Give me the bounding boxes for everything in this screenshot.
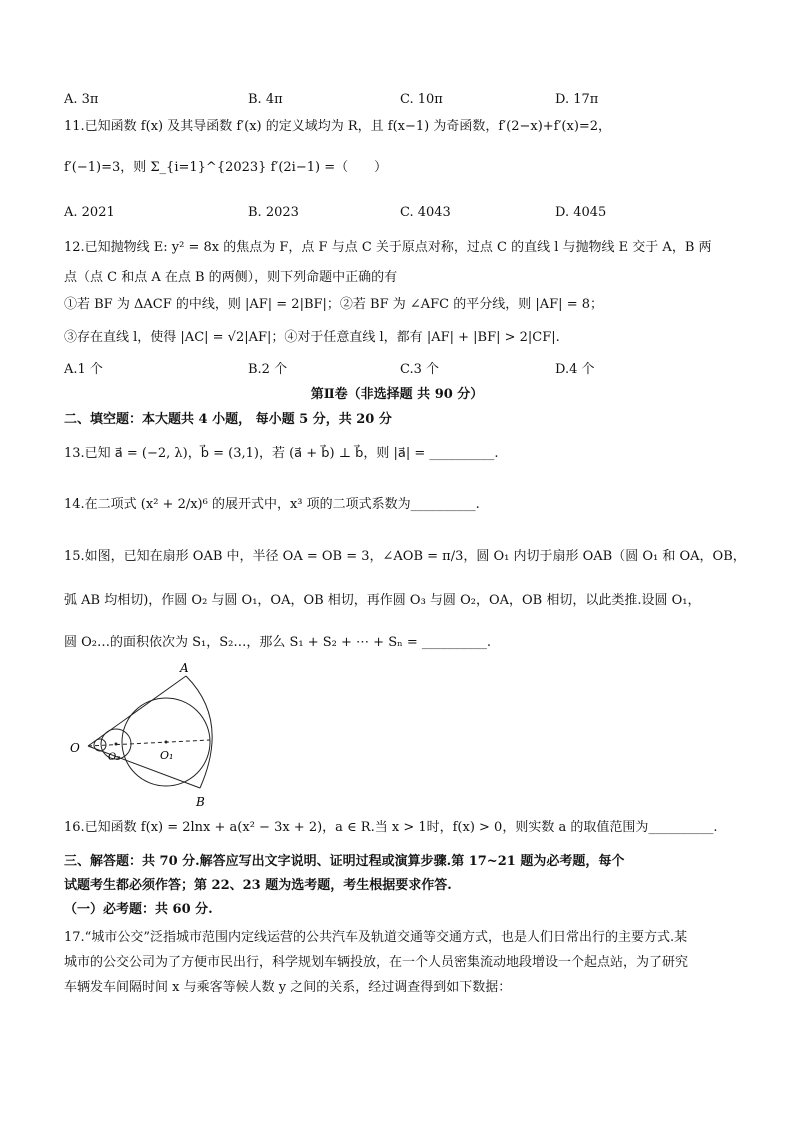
radius-ob (88, 746, 200, 788)
q10-option-d: D. 17π (555, 92, 599, 107)
q10-option-a: A. 3π (64, 92, 99, 107)
q12-option-a: A.1 个 (64, 362, 103, 377)
radius-oa (88, 676, 186, 746)
q12-option-d: D.4 个 (555, 362, 595, 377)
q12-option-c: C.3 个 (400, 362, 440, 377)
q10-option-b: B. 4π (248, 92, 283, 107)
q12-line3: ①若 BF 为 ΔACF 的中线，则 |AF| = 2|BF|；②若 BF 为 ∠AFC 的平分线，则 |AF| = 8； (64, 297, 603, 312)
label-a: A (180, 661, 189, 675)
q17-line3: 车辆发车间隔时间 x 与乘客等候人数 y 之间的关系，经过调查得到如下数据： (64, 980, 512, 995)
q14: 14.在二项式 (x² + 2/x)⁶ 的展开式中，x³ 项的二项式系数为__________. (64, 497, 480, 512)
fill-in-header: 二、填空题：本大题共 4 小题， 每小题 5 分，共 20 分 (64, 412, 392, 427)
q17-line2: 城市的公交公司为了方便市民出行，科学规划车辆投放，在一个人员密集流动地段增设一个起点站，为了研究 (64, 955, 689, 970)
q11-option-b: B. 2023 (248, 205, 299, 220)
q17-line1: 17.“城市公交”泛指城市范围内定线运营的公共汽车及轨道交通等交通方式，也是人们日常出行的主要方式.某 (64, 930, 688, 945)
q13: 13.已知 a⃗ = (−2, λ)，b⃗ = (3,1)，若 (a⃗ + b⃗) ⊥ b⃗，则 |a⃗| = __________. (64, 446, 499, 461)
q11-option-c: C. 4043 (400, 205, 451, 220)
q12-line2: 点（点 C 和点 A 在点 B 的两侧），则下列命题中正确的有 (64, 270, 398, 285)
solve-header-line1: 三、解答题：共 70 分.解答应写出文字说明、证明过程或演算步骤.第 17~21 题为必考题，每个 (64, 854, 625, 869)
q12-line4: ③存在直线 l，使得 |AC| = √2|AF|；④对于任意直线 l，都有 |AF| + |BF| > 2|CF|. (64, 330, 560, 345)
label-o1: O₁ (160, 749, 174, 762)
section2-title: 第Ⅱ卷（非选择题 共 90 分） (310, 387, 484, 402)
q10-option-c: C. 10π (400, 92, 443, 107)
q11-line2: f′(−1)=3，则 Σ_{i=1}^{2023} f′(2i−1) =（ ） (64, 160, 388, 175)
sector-figure (64, 660, 254, 810)
center-o2 (115, 743, 118, 746)
required-header: （一）必考题：共 60 分. (64, 902, 213, 917)
q12-line1: 12.已知抛物线 E: y² = 8x 的焦点为 F，点 F 与点 C 关于原点对称，过点 C 的直线 l 与抛物线 E 交于 A，B 两 (64, 240, 712, 255)
q12-option-b: B.2 个 (248, 362, 288, 377)
q15-line2: 弧 AB 均相切)，作圆 O₂ 与圆 O₁，OA，OB 相切，再作圆 O₃ 与圆 O₂，OA，OB 相切，以此类推.设圆 O₁， (64, 593, 701, 608)
solve-header-line2: 试题考生都必须作答；第 22、23 题为选考题，考生根据要求作答. (64, 878, 452, 893)
q15-line3: 圆 O₂…的面积依次为 S₁，S₂…，那么 S₁ + S₂ + ⋯ + Sₙ = __________. (64, 635, 492, 650)
label-o2: O₂ (108, 752, 121, 763)
q11-line1: 11.已知函数 f(x) 及其导函数 f′(x) 的定义域均为 R，且 f(x−1) 为奇函数，f′(2−x)+f′(x)=2， (64, 119, 612, 134)
label-b: B (196, 795, 205, 809)
q16: 16.已知函数 f(x) = 2lnx + a(x² − 3x + 2)，a ∈ R.当 x > 1时，f(x) > 0，则实数 a 的取值范围为__________. (64, 820, 718, 835)
center-o1 (165, 741, 168, 744)
q11-option-d: D. 4045 (555, 205, 607, 220)
label-o: O (70, 741, 80, 755)
q11-option-a: A. 2021 (64, 205, 115, 220)
q15-line1: 15.如图，已知在扇形 OAB 中，半径 OA = OB = 3，∠AOB = π/3，圆 O₁ 内切于扇形 OAB（圆 O₁ 和 OA，OB， (64, 549, 746, 564)
